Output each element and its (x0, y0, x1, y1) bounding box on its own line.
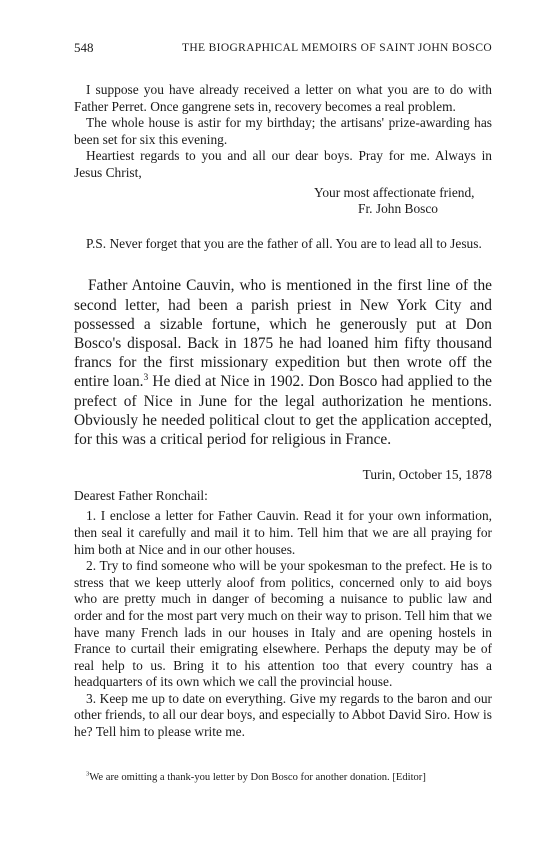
running-header (74, 40, 492, 56)
page-number: 548 (74, 40, 94, 55)
footnote-reference: 3 (143, 372, 149, 384)
letter-paragraph: 3. Keep me up to date on everything. Give my regards to the baron and our other friends, to all our dear boys, and especially to Abbot David Siro. How is he? Tell him to please write me. (74, 690, 492, 740)
letter-paragraph: The whole house is astir for my birthday; the artisans' prize-awarding has been set for six this evening. (74, 115, 492, 147)
narrative-text: Father Antoine Cauvin, who is mentioned in the first line of the second letter, had been a parish priest in New York City and possessed a sizable fortune, which he generously put at Don Bosco's disposal. Back in 1875 he had loaned him fifty thousand francs for the first missionary expedition but then wrote off the entire loan. (74, 277, 492, 391)
second-letter (74, 508, 492, 740)
letter-paragraph: 2. Try to find someone who will be your spokesman to the prefect. He is to stress that we keep utterly aloof from politics, concerned only to aid boys who are pretty much in danger of becoming a nuisance to public law and order and for the most part very much on their way to prison. Tell him that we have many French lads in our houses in Italy and are opening hostels in France to curtail their emigrating elsewhere. Perhaps the deputy may be of real help to us. Bring it to his attention too that every country has a headquarters of its own which we call the provincial house. (74, 558, 492, 690)
footnote-text: We are omitting a thank-you letter by Don Bosco for another donation. [Editor] (89, 771, 426, 783)
letter-paragraph: I suppose you have already received a letter on what you are to do with Father Perret. Once gangrene sets in, recovery becomes a real problem. (74, 82, 492, 114)
closing-phrase: Your most affectionate friend, (314, 184, 475, 200)
narrative-paragraph (74, 276, 492, 449)
footnote (74, 771, 492, 785)
narrative-text-continued: He died at Nice in 1902. Don Bosco had applied to the prefect of Nice in June for the legal authorization he mentions. Obviously he needed political clout to get the application accepted, for this was a critical period for religious in France. (74, 373, 493, 448)
letter-salutation: Dearest Father Ronchail: (74, 487, 208, 503)
letter-paragraph: 1. I enclose a letter for Father Cauvin. Read it for your own information, then seal it carefully and mail it to him. Tell him that we are all praying for him both at Nice and in our other houses. (74, 508, 492, 557)
footnote-marker: 3 (86, 770, 90, 778)
book-page (74, 40, 492, 785)
first-letter (74, 82, 492, 252)
signature: Fr. John Bosco (358, 201, 438, 217)
running-title: THE BIOGRAPHICAL MEMOIRS OF SAINT JOHN BOSCO (182, 42, 492, 54)
letter-closing (74, 185, 492, 218)
letter-paragraph: Heartiest regards to you and all our dear boys. Pray for me. Always in Jesus Christ, (74, 148, 492, 180)
letter-dateline: Turin, October 15, 1878 (362, 467, 492, 483)
postscript: P.S. Never forget that you are the father of all. You are to lead all to Jesus. (86, 235, 482, 251)
